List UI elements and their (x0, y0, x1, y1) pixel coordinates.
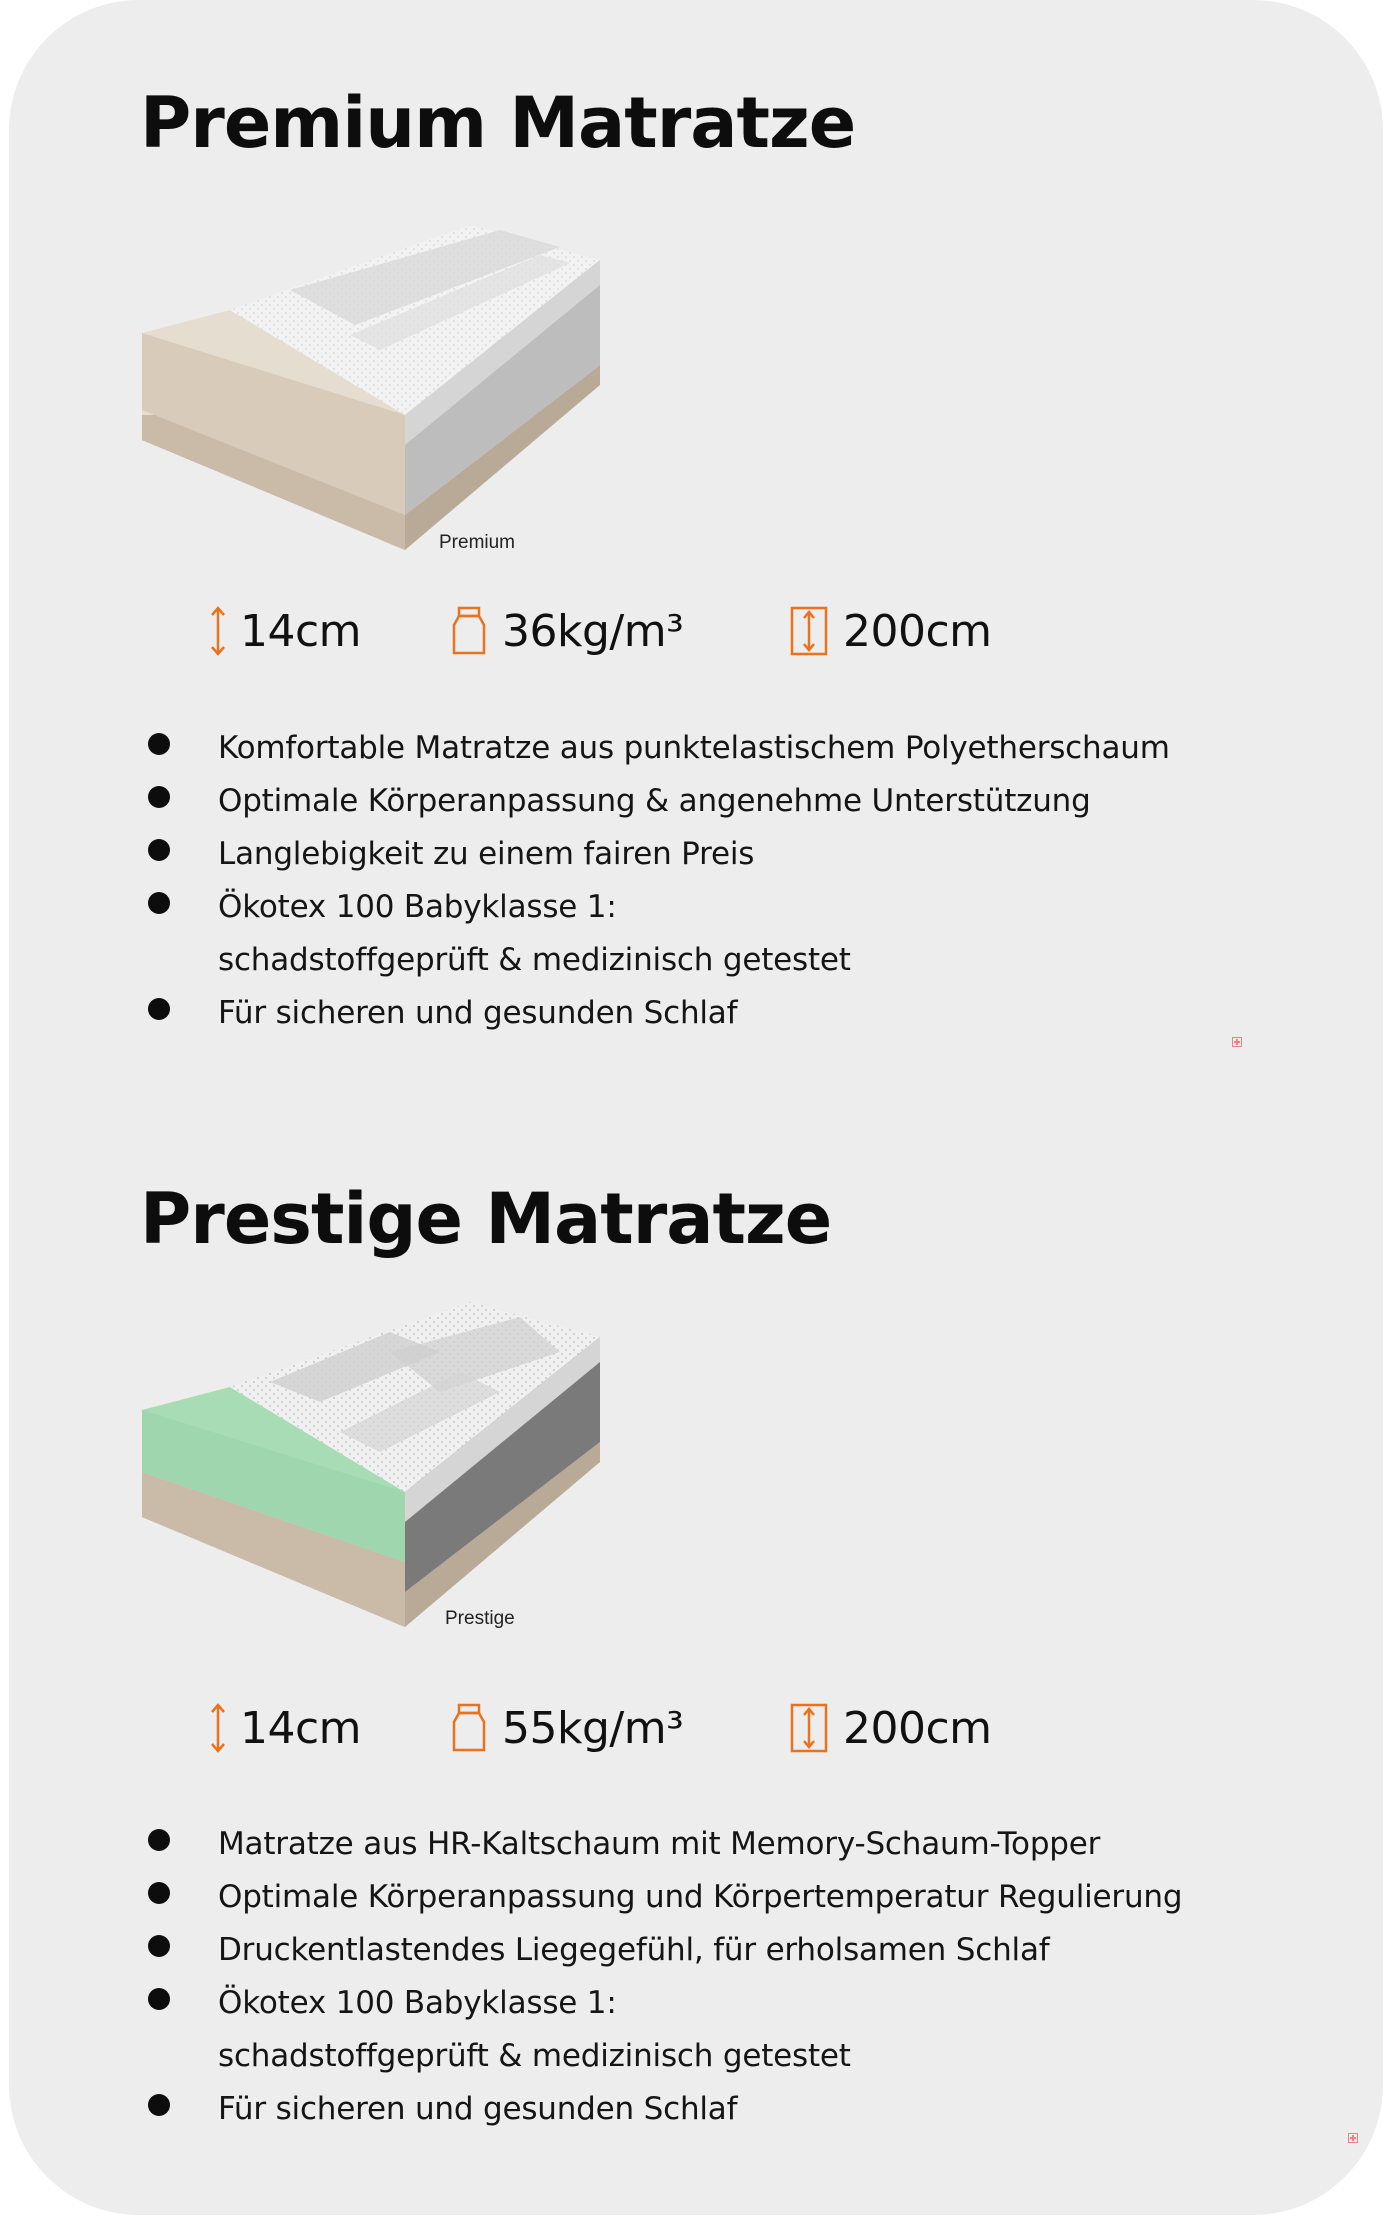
product-title: Prestige Matratze (140, 1178, 832, 1260)
bullet-icon (148, 733, 170, 755)
bullet-icon (148, 1935, 170, 1957)
feature-text: Matratze aus HR-Kaltschaum mit Memory-Schaum-Topper (218, 1826, 1101, 1862)
spec-value: 36kg/m³ (502, 605, 684, 657)
spec-height (210, 1702, 361, 1754)
mattress-image (140, 215, 610, 550)
feature-continuation: schadstoffgeprüft & medizinisch getestet (218, 2038, 851, 2074)
bullet-icon (148, 786, 170, 808)
spec-value: 14cm (240, 605, 362, 657)
feature-text: Optimale Körperanpassung & angenehme Unterstützung (218, 783, 1091, 819)
spec-value: 55kg/m³ (502, 1702, 684, 1754)
height-arrows-icon (210, 1702, 226, 1754)
expand-marker-icon (1348, 2133, 1358, 2143)
spec-length (789, 1702, 992, 1754)
bullet-icon (148, 1988, 170, 2010)
feature-text: Für sicheren und gesunden Schlaf (218, 995, 738, 1031)
bullet-icon (148, 1882, 170, 1904)
feature-text: Optimale Körperanpassung und Körpertemperatur Regulierung (218, 1879, 1183, 1915)
expand-marker-icon (1232, 1037, 1242, 1047)
mattress-image (140, 1292, 610, 1627)
feature-text: Ökotex 100 Babyklasse 1: (218, 1985, 617, 2021)
product-title: Premium Matratze (140, 82, 856, 164)
height-arrows-icon (210, 605, 226, 657)
bullet-icon (148, 839, 170, 861)
feature-continuation: schadstoffgeprüft & medizinisch getestet (218, 942, 851, 978)
weight-jar-icon (450, 1702, 488, 1754)
image-caption: Premium (439, 532, 516, 553)
weight-jar-icon (450, 605, 488, 657)
spec-height (210, 605, 361, 657)
feature-text: Für sicheren und gesunden Schlaf (218, 2091, 738, 2127)
length-frame-icon (789, 1702, 829, 1754)
image-caption: Prestige (445, 1608, 515, 1629)
bullet-icon (148, 892, 170, 914)
bullet-icon (148, 998, 170, 1020)
spec-value: 200cm (843, 605, 992, 657)
bullet-icon (148, 1829, 170, 1851)
spec-density (450, 605, 683, 657)
length-frame-icon (789, 605, 829, 657)
feature-text: Ökotex 100 Babyklasse 1: (218, 889, 617, 925)
feature-text: Langlebigkeit zu einem fairen Preis (218, 836, 755, 872)
bullet-icon (148, 2094, 170, 2116)
spec-length (789, 605, 992, 657)
spec-density (450, 1702, 683, 1754)
feature-text: Komfortable Matratze aus punktelastischem Polyetherschaum (218, 730, 1170, 766)
spec-value: 200cm (843, 1702, 992, 1754)
spec-value: 14cm (240, 1702, 362, 1754)
feature-text: Druckentlastendes Liegegefühl, für erholsamen Schlaf (218, 1932, 1050, 1968)
